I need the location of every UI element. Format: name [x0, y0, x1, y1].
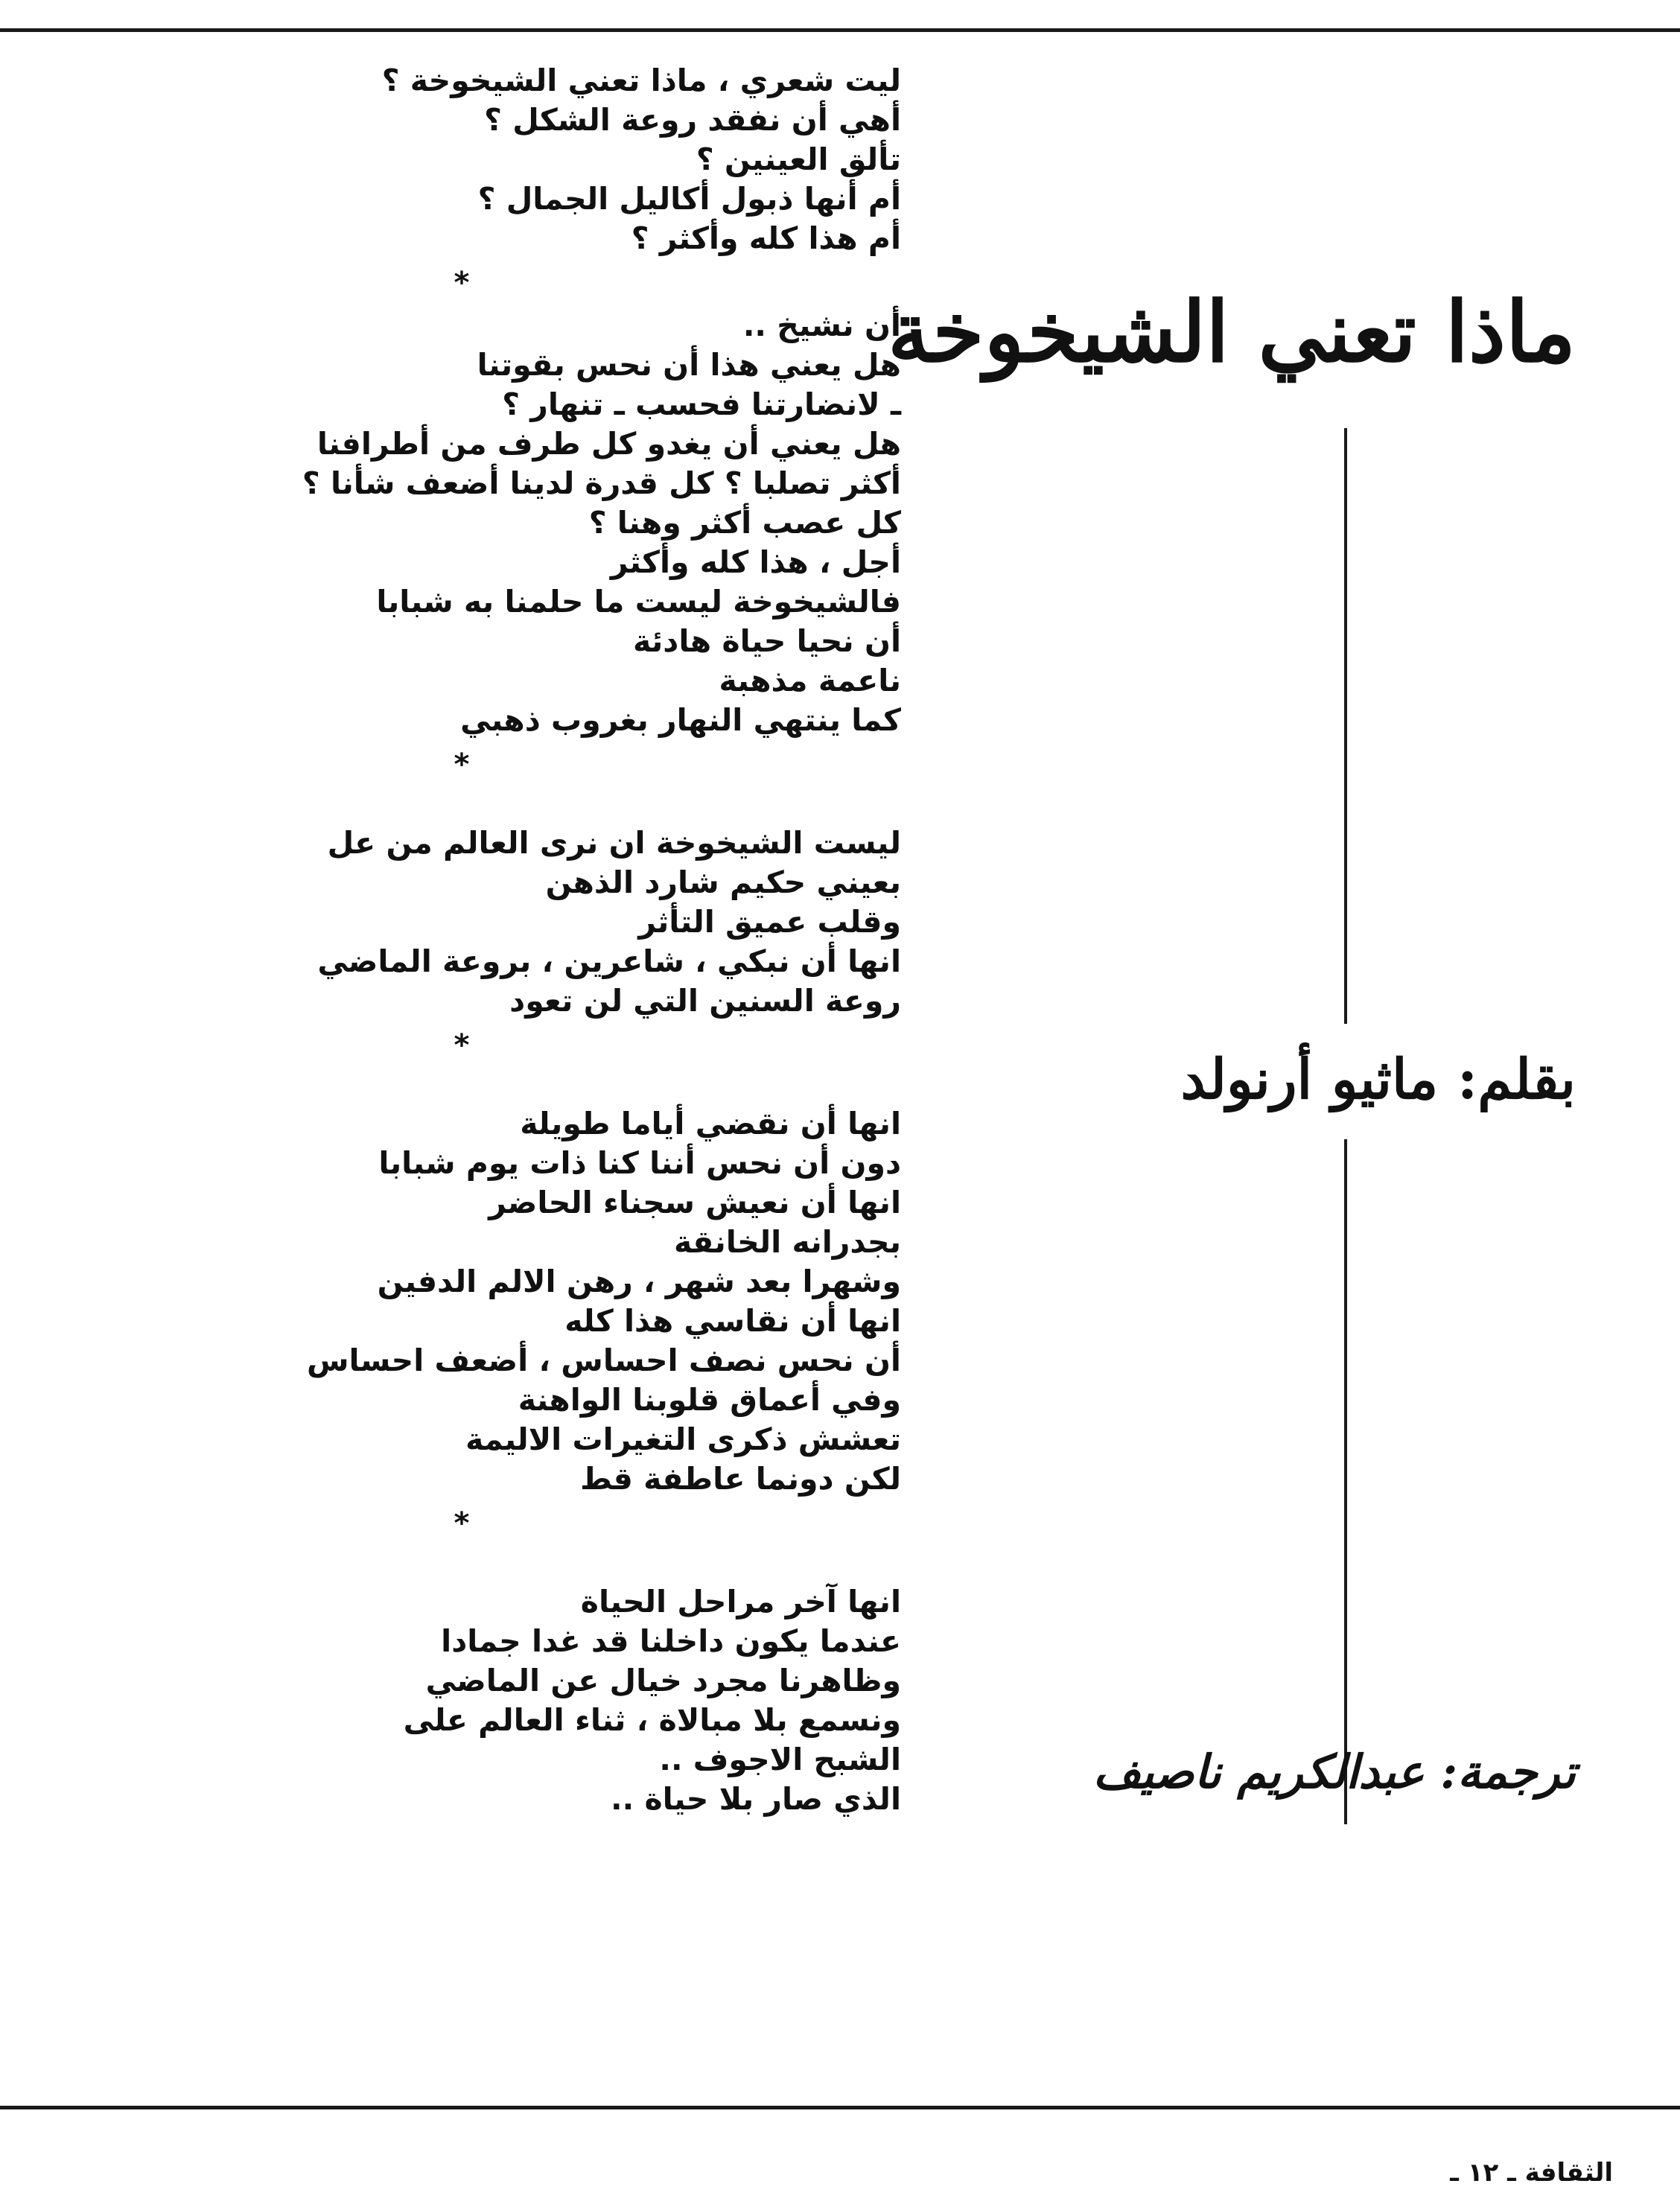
poem-line: وقلب عميق التأثر — [638, 904, 901, 940]
poem-line: انها أن نقضي أياما طويلة — [520, 1106, 901, 1141]
poem-line: انها أن نعيش سجناء الحاضر — [489, 1185, 901, 1220]
poem-line: لكن دونما عاطفة قط — [580, 1461, 901, 1497]
vertical-divider-upper — [1344, 428, 1347, 1024]
stanza-gap — [22, 1069, 901, 1104]
poem-line: عندما يكون داخلنا قد غدا جمادا — [441, 1623, 901, 1659]
poem-line: ونسمع بلا مبالاة ، ثناء العالم على — [403, 1702, 901, 1738]
poem-line: هل يعني هذا أن نحس بقوتنا — [477, 347, 901, 383]
poem-line: وفي أعماق قلوبنا الواهنة — [518, 1382, 901, 1418]
poem-line: بعيني حكيم شارد الذهن — [545, 864, 901, 900]
poem-line: أجل ، هذا كله وأكثر — [610, 544, 901, 580]
poem-line: انها آخر مراحل الحياة — [580, 1584, 901, 1620]
poem-line: أم أنها ذبول أكاليل الجمال ؟ — [477, 181, 901, 217]
title-column — [888, 0, 1680, 2106]
stanza-4 — [22, 1104, 901, 1499]
stanza-3 — [22, 824, 901, 1021]
poem-line: الشبح الاجوف .. — [659, 1742, 901, 1777]
poem-line: فالشيخوخة ليست ما حلمنا به شبابا — [376, 584, 901, 620]
poem-line: كما ينتهي النهار بغروب ذهبي — [460, 702, 901, 738]
poem-line: أن نحيا حياة هادئة — [633, 623, 901, 659]
poem-line: ليت شعري ، ماذا تعني الشيخوخة ؟ — [381, 63, 901, 98]
poem-line: انها أن نبكي ، شاعرين ، بروعة الماضي — [317, 943, 901, 979]
stanza-gap — [22, 1547, 901, 1582]
poem-line: تعشش ذكرى التغيرات الاليمة — [465, 1421, 901, 1457]
bottom-rule — [0, 2106, 1680, 2109]
poem-line: أهي أن نفقد روعة الشكل ؟ — [484, 102, 901, 138]
stanza-2 — [22, 306, 901, 740]
stanza-gap — [22, 788, 901, 824]
poem-line: أن نشيخ .. — [742, 308, 901, 343]
author-credit: بقلم: ماثيو أرنولد — [1180, 1048, 1576, 1112]
poem-line: أن نحس نصف احساس ، أضعف احساس — [306, 1343, 901, 1378]
page-footer: الثقافة ـ ١٢ ـ — [1450, 2158, 1613, 2188]
poem-line: أكثر تصلبا ؟ كل قدرة لدينا أضعف شأنا ؟ — [302, 465, 901, 501]
translator-credit: ترجمة: عبدالكريم ناصيف — [1093, 1745, 1576, 1799]
poem-line: انها أن نقاسي هذا كله — [564, 1303, 901, 1339]
poem-line: وظاهرنا مجرد خيال عن الماضي — [425, 1663, 901, 1698]
poem-line: ليست الشيخوخة ان نرى العالم من عل — [327, 825, 901, 861]
poem-line: وشهرا بعد شهر ، رهن الالم الدفين — [377, 1264, 901, 1299]
stanza-separator-2: * — [454, 748, 470, 782]
vertical-divider-lower — [1344, 1139, 1347, 1824]
article-title: ماذا تعني الشيخوخة — [888, 284, 1576, 381]
poem-line: ناعمة مذهبة — [719, 663, 901, 698]
poem-line: بجدرانه الخانقة — [674, 1224, 901, 1260]
poem-line: تألق العينين ؟ — [696, 141, 901, 177]
poem-line: ـ لانضارتنا فحسب ـ تنهار ؟ — [502, 386, 901, 422]
stanza-5 — [22, 1582, 901, 1819]
poem-line: هل يعني أن يغدو كل طرف من أطرافنا — [316, 426, 901, 462]
poem-line: كل عصب أكثر وهنا ؟ — [588, 505, 901, 541]
stanza-separator-3: * — [454, 1028, 470, 1063]
stanza-separator-1: * — [454, 266, 470, 300]
poem-line: دون أن نحس أننا كنا ذات يوم شبابا — [378, 1145, 901, 1181]
poem-text — [22, 61, 901, 2086]
stanza-1 — [22, 61, 901, 258]
poem-line: أم هذا كله وأكثر ؟ — [631, 220, 901, 256]
poem-line: الذي صار بلا حياة .. — [611, 1781, 901, 1817]
poem-line: روعة السنين التي لن تعود — [509, 983, 901, 1019]
stanza-separator-4: * — [454, 1506, 470, 1541]
